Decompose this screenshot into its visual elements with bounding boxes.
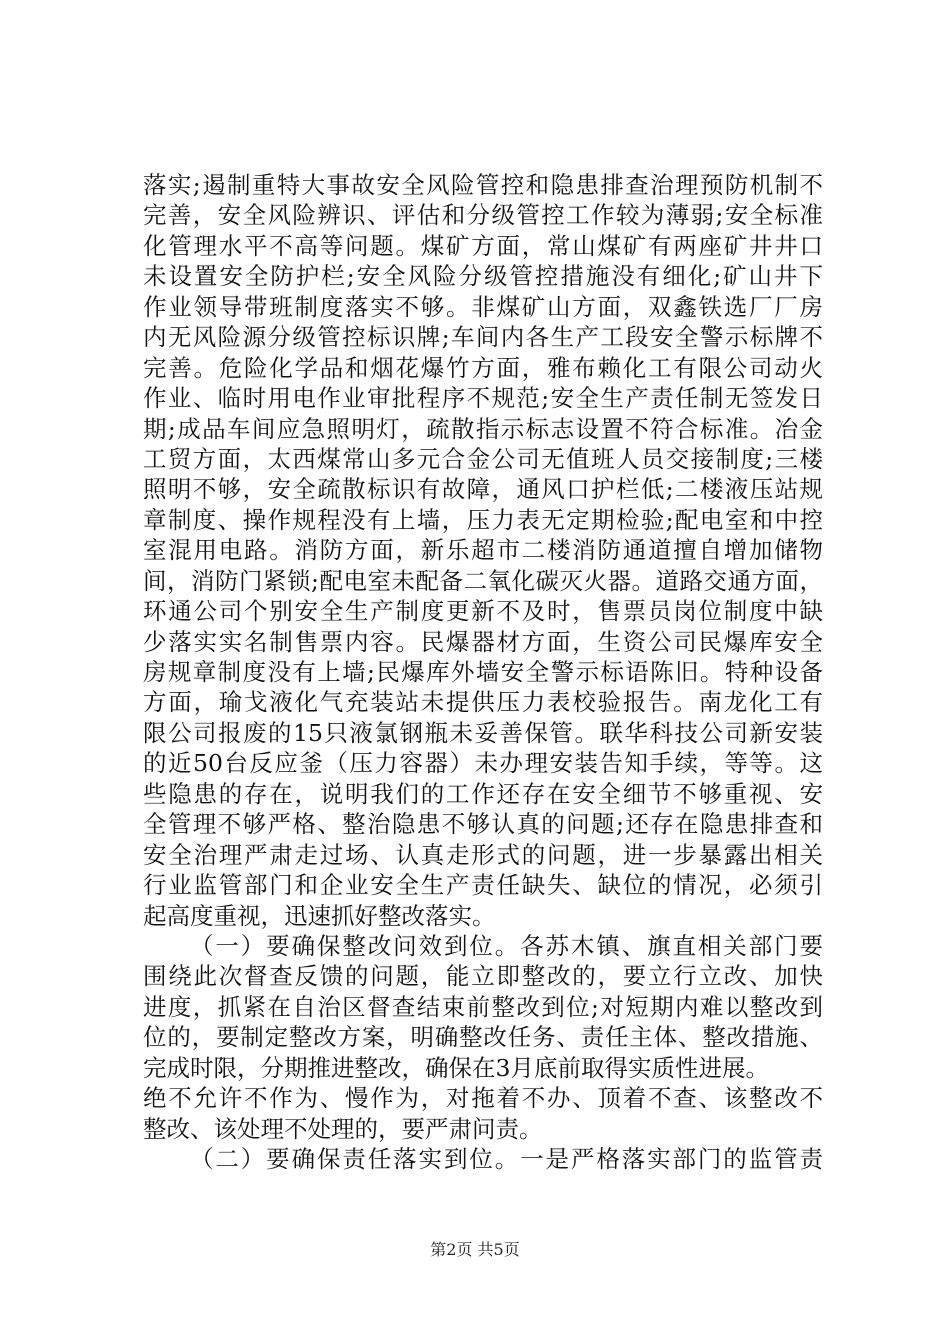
text-line: 些隐患的存在，说明我们的工作还存在安全细节不够重视、安 <box>143 779 823 808</box>
page-footer <box>0 1240 950 1260</box>
text-line: 方面，瑜戈液化气充装站未提供压力表校验报告。南龙化工有 <box>143 688 823 717</box>
paragraph-first-line: （一）要确保整改问效到位。各苏木镇、旗直相关部门要 <box>190 931 823 960</box>
text-line: 作业、临时用电作业审批程序不规范;安全生产责任制无签发日 <box>143 384 823 413</box>
text-line: 位的，要制定整改方案，明确整改任务、责任主体、整改措施、 <box>143 1023 823 1052</box>
text-line: 整改、该处理不处理的，要严肃问责。 <box>143 1114 543 1143</box>
text-line: 进度，抓紧在自治区督查结束前整改到位;对短期内难以整改到 <box>143 992 823 1021</box>
text-line: 照明不够，安全疏散标识有故障，通风口护栏低;二楼液压站规 <box>143 475 823 504</box>
text-line: 少落实实名制售票内容。民爆器材方面，生资公司民爆库安全 <box>143 627 823 656</box>
document-body <box>143 170 823 1174</box>
text-line: 安全治理严肃走过场、认真走形式的问题，进一步暴露出相关 <box>143 840 823 869</box>
text-line: 全管理不够严格、整治隐患不够认真的问题;还存在隐患排查和 <box>143 810 823 839</box>
text-line: 完善。危险化学品和烟花爆竹方面，雅布赖化工有限公司动火 <box>143 353 823 382</box>
text-line: 围绕此次督查反馈的问题，能立即整改的，要立行立改、加快 <box>143 962 823 991</box>
text-line: 完善，安全风险辨识、评估和分级管控工作较为薄弱;安全标准 <box>143 201 823 230</box>
text-line: 环通公司个别安全生产制度更新不及时，售票员岗位制度中缺 <box>143 597 823 626</box>
text-line: 室混用电路。消防方面，新乐超市二楼消防通道擅自增加储物 <box>143 536 823 565</box>
text-line: 落实;遏制重特大事故安全风险管控和隐患排查治理预防机制不 <box>143 171 823 199</box>
text-line: 完成时限，分期推进整改，确保在3月底前取得实质性进展。 <box>143 1053 769 1082</box>
text-line: 间，消防门紧锁;配电室未配备二氧化碳灭火器。道路交通方面， <box>143 566 823 595</box>
text-line: 未设置安全防护栏;安全风险分级管控措施没有细化;矿山井下 <box>143 262 823 291</box>
text-line: 作业领导带班制度落实不够。非煤矿山方面，双鑫铁选厂厂房 <box>143 292 823 321</box>
text-line: 期;成品车间应急照明灯，疏散指示标志设置不符合标准。冶金 <box>143 414 823 443</box>
text-line: 限公司报废的15只液氯钢瓶未妥善保管。联华科技公司新安装 <box>143 718 823 747</box>
text-line: 章制度、操作规程没有上墙，压力表无定期检验;配电室和中控 <box>143 505 823 534</box>
paragraph-first-line: （二）要确保责任落实到位。一是严格落实部门的监管责 <box>190 1145 823 1173</box>
text-line: 内无风险源分级管控标识牌;车间内各生产工段安全警示标牌不 <box>143 323 823 352</box>
text-line: 的近50台反应釜（压力容器）未办理安装告知手续，等等。这 <box>143 749 823 778</box>
text-line: 化管理水平不高等问题。煤矿方面，常山煤矿有两座矿井井口 <box>143 231 823 260</box>
text-line: 行业监管部门和企业安全生产责任缺失、缺位的情况，必须引 <box>143 871 823 900</box>
text-line: 房规章制度没有上墙;民爆库外墙安全警示标语陈旧。特种设备 <box>143 658 823 686</box>
text-line: 起高度重视，迅速抓好整改落实。 <box>143 901 496 930</box>
text-line: 绝不允许不作为、慢作为，对拖着不办、顶着不查、该整改不 <box>143 1084 823 1113</box>
page-number: 第2页 共5页 <box>430 1240 520 1259</box>
text-line: 工贸方面，太西煤常山多元合金公司无值班人员交接制度;三楼 <box>143 444 823 473</box>
